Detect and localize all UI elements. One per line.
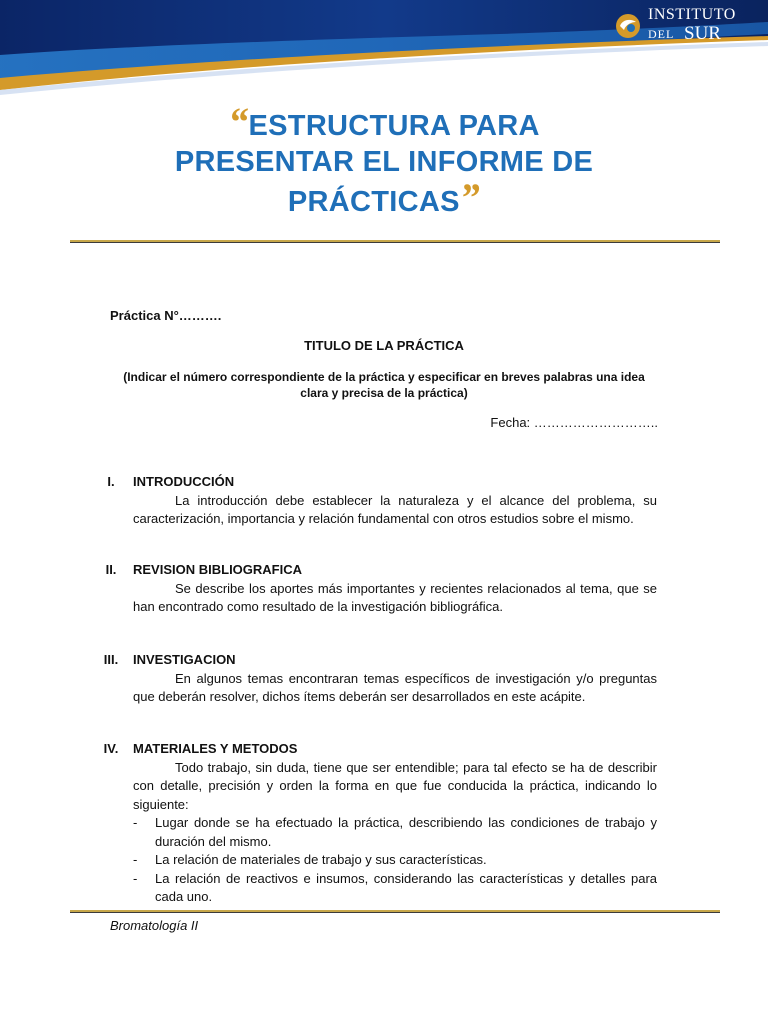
list-item-text: La relación de reactivos e insumos, considerando las características y detalles para cada uno. <box>155 870 657 904</box>
bullet-marker: - <box>133 815 138 830</box>
list-item-text: Lugar donde se ha efectuado la práctica, describiendo las condiciones de trabajo y duración del mismo. <box>155 815 657 849</box>
date-label: Fecha: ……………………….. <box>490 415 658 430</box>
bullet-marker: - <box>133 852 138 867</box>
practica-number-label: Práctica N°………. <box>110 308 222 323</box>
section-paragraph: Todo trabajo, sin duda, tiene que ser entendible; para tal efecto se ha de describir con detalle, precisión y orden la forma en que fue conducida la práctica, indicando lo siguiente: <box>133 759 657 812</box>
footer-course-name: Bromatología II <box>110 918 199 933</box>
section-heading: REVISION BIBLIOGRAFICA <box>133 562 303 577</box>
section-heading: INTRODUCCIÓN <box>133 474 235 489</box>
logo-emblem-icon <box>614 12 642 40</box>
list-item <box>133 814 657 851</box>
logo-text-sur: SUR <box>684 23 721 44</box>
document-title <box>110 99 658 220</box>
section-heading: MATERIALES Y METODOS <box>133 741 298 756</box>
section-number: III. <box>103 652 119 667</box>
close-quote: ” <box>459 175 481 220</box>
list-item <box>133 870 657 907</box>
section-paragraph: La introducción debe establecer la naturaleza y el alcance del problema, su caracterización, importancia y relación fundamental con otros estudios sobre el mismo. <box>133 492 657 526</box>
section-body <box>133 580 657 617</box>
section-body <box>133 492 657 529</box>
section-heading: INVESTIGACION <box>133 652 236 667</box>
section-body <box>133 759 657 907</box>
bullet-list <box>133 814 657 907</box>
list-item-text: La relación de materiales de trabajo y sus características. <box>155 852 487 867</box>
title-line-2: PRESENTAR EL INFORME DE <box>174 146 594 178</box>
section-number: IV. <box>103 741 119 756</box>
logo-text-del: DEL <box>648 27 675 41</box>
open-quote: “ <box>228 99 249 144</box>
instruction-text: (Indicar el número correspondiente de la práctica y especificar en breves palabras una idea clara y precisa de la práctica) <box>123 370 645 400</box>
practice-title-label: TITULO DE LA PRÁCTICA <box>304 338 464 353</box>
section-body <box>133 670 657 707</box>
title-line-1: ESTRUCTURA PARA <box>248 110 540 142</box>
footer-divider-shadow <box>70 912 720 913</box>
list-item <box>133 851 657 870</box>
section-paragraph: En algunos temas encontraran temas específicos de investigación y/o preguntas que deberán resolver, dichos ítems deberán ser desarrollados en este acápite. <box>133 670 657 704</box>
institute-logo <box>614 6 764 48</box>
bullet-marker: - <box>133 870 138 886</box>
section-number: II. <box>105 562 117 577</box>
logo-text-instituto: INSTITUTO <box>648 6 736 23</box>
title-divider-shadow <box>70 242 720 243</box>
section-number: I. <box>107 474 115 489</box>
section-paragraph: Se describe los aportes más importantes y recientes relacionados al tema, que se han encontrado como resultado de la investigación bibliográfica. <box>133 580 657 614</box>
header-band <box>0 0 768 95</box>
title-line-3: PRÁCTICAS <box>287 186 460 218</box>
